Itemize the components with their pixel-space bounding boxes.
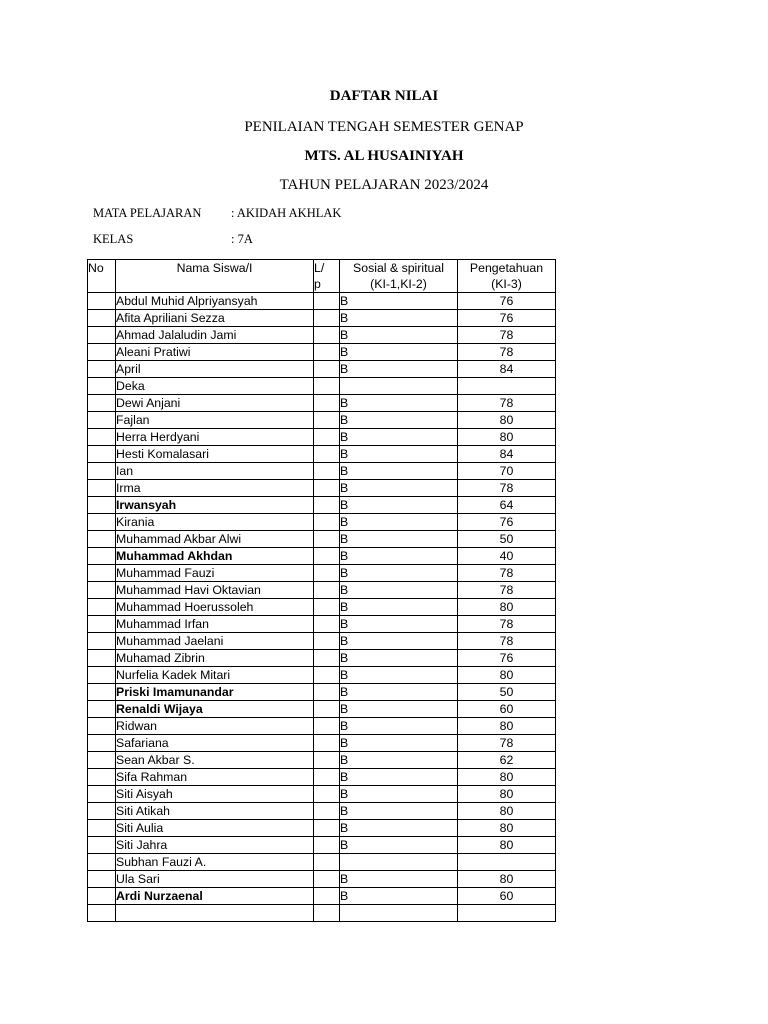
knowledge-grade-cell: 80 bbox=[458, 837, 556, 854]
student-name-cell: Abdul Muhid Alpriyansyah bbox=[116, 293, 314, 310]
row-no-cell bbox=[88, 497, 116, 514]
student-name-cell: Aleani Pratiwi bbox=[116, 344, 314, 361]
knowledge-grade-cell: 80 bbox=[458, 412, 556, 429]
student-name-cell: Safariana bbox=[116, 735, 314, 752]
knowledge-grade-cell: 84 bbox=[458, 446, 556, 463]
row-no-cell bbox=[88, 446, 116, 463]
table-row bbox=[88, 446, 556, 463]
social-spiritual-grade-cell: B bbox=[340, 769, 458, 786]
table-row bbox=[88, 718, 556, 735]
social-spiritual-grade-cell: B bbox=[340, 514, 458, 531]
student-name-cell: Deka bbox=[116, 378, 314, 395]
row-no-cell bbox=[88, 480, 116, 497]
gender-cell bbox=[314, 293, 340, 310]
social-spiritual-grade-cell: B bbox=[340, 463, 458, 480]
table-row bbox=[88, 344, 556, 361]
gender-cell bbox=[314, 701, 340, 718]
header-no: No bbox=[88, 260, 116, 293]
student-name-cell: Siti Aisyah bbox=[116, 786, 314, 803]
table-row bbox=[88, 769, 556, 786]
row-no-cell bbox=[88, 429, 116, 446]
table-row bbox=[88, 888, 556, 905]
table-row bbox=[88, 514, 556, 531]
knowledge-grade-cell bbox=[458, 378, 556, 395]
social-spiritual-grade-cell: B bbox=[340, 412, 458, 429]
gender-cell bbox=[314, 820, 340, 837]
social-spiritual-grade-cell bbox=[340, 905, 458, 922]
social-spiritual-grade-cell: B bbox=[340, 446, 458, 463]
table-row bbox=[88, 667, 556, 684]
student-name-cell: Herra Herdyani bbox=[116, 429, 314, 446]
academic-year: TAHUN PELAJARAN 2023/2024 bbox=[279, 177, 489, 193]
gender-cell bbox=[314, 514, 340, 531]
row-no-cell bbox=[88, 701, 116, 718]
knowledge-grade-cell: 80 bbox=[458, 429, 556, 446]
student-name-cell: Muhammad Hoerussoleh bbox=[116, 599, 314, 616]
social-spiritual-grade-cell: B bbox=[340, 752, 458, 769]
row-no-cell bbox=[88, 888, 116, 905]
social-spiritual-grade-cell: B bbox=[340, 548, 458, 565]
knowledge-grade-cell: 64 bbox=[458, 497, 556, 514]
header-knowledge: Pengetahuan (KI-3) bbox=[458, 260, 556, 293]
table-row bbox=[88, 565, 556, 582]
social-spiritual-grade-cell: B bbox=[340, 497, 458, 514]
table-row bbox=[88, 684, 556, 701]
student-name-cell: Dewi Anjani bbox=[116, 395, 314, 412]
row-no-cell bbox=[88, 412, 116, 429]
table-row bbox=[88, 378, 556, 395]
gender-cell bbox=[314, 752, 340, 769]
social-spiritual-grade-cell: B bbox=[340, 480, 458, 497]
knowledge-grade-cell: 78 bbox=[458, 616, 556, 633]
knowledge-grade-cell: 80 bbox=[458, 820, 556, 837]
student-name-cell: Irma bbox=[116, 480, 314, 497]
gender-cell bbox=[314, 803, 340, 820]
social-spiritual-grade-cell: B bbox=[340, 667, 458, 684]
gender-cell bbox=[314, 361, 340, 378]
social-spiritual-grade-cell: B bbox=[340, 786, 458, 803]
student-name-cell: Muhammad Fauzi bbox=[116, 565, 314, 582]
student-name-cell: Siti Atikah bbox=[116, 803, 314, 820]
table-row bbox=[88, 803, 556, 820]
table-row bbox=[88, 293, 556, 310]
knowledge-grade-cell: 40 bbox=[458, 548, 556, 565]
table-row bbox=[88, 735, 556, 752]
row-no-cell bbox=[88, 854, 116, 871]
gender-cell bbox=[314, 327, 340, 344]
knowledge-grade-cell: 80 bbox=[458, 803, 556, 820]
school-name: MTS. AL HUSAINIYAH bbox=[304, 148, 464, 164]
knowledge-grade-cell: 78 bbox=[458, 344, 556, 361]
social-spiritual-grade-cell: B bbox=[340, 616, 458, 633]
social-spiritual-grade-cell: B bbox=[340, 310, 458, 327]
row-no-cell bbox=[88, 684, 116, 701]
row-no-cell bbox=[88, 752, 116, 769]
student-name-cell: Muhammad Akhdan bbox=[116, 548, 314, 565]
grades-table-body bbox=[88, 293, 556, 922]
social-spiritual-grade-cell: B bbox=[340, 582, 458, 599]
gender-cell bbox=[314, 871, 340, 888]
table-row bbox=[88, 463, 556, 480]
student-name-cell bbox=[116, 905, 314, 922]
gender-cell bbox=[314, 633, 340, 650]
row-no-cell bbox=[88, 769, 116, 786]
row-no-cell bbox=[88, 735, 116, 752]
table-row bbox=[88, 905, 556, 922]
student-name-cell: Ahmad Jalaludin Jami bbox=[116, 327, 314, 344]
knowledge-grade-cell: 78 bbox=[458, 582, 556, 599]
table-row bbox=[88, 327, 556, 344]
student-name-cell: Irwansyah bbox=[116, 497, 314, 514]
table-row bbox=[88, 633, 556, 650]
knowledge-grade-cell: 78 bbox=[458, 327, 556, 344]
social-spiritual-grade-cell: B bbox=[340, 599, 458, 616]
row-no-cell bbox=[88, 378, 116, 395]
knowledge-grade-cell: 78 bbox=[458, 480, 556, 497]
knowledge-grade-cell: 62 bbox=[458, 752, 556, 769]
row-no-cell bbox=[88, 633, 116, 650]
table-row bbox=[88, 820, 556, 837]
gender-cell bbox=[314, 650, 340, 667]
gender-cell bbox=[314, 497, 340, 514]
knowledge-grade-cell: 80 bbox=[458, 769, 556, 786]
table-row bbox=[88, 548, 556, 565]
header-row bbox=[88, 260, 556, 293]
gender-cell bbox=[314, 446, 340, 463]
row-no-cell bbox=[88, 344, 116, 361]
row-no-cell bbox=[88, 905, 116, 922]
knowledge-grade-cell: 50 bbox=[458, 684, 556, 701]
document-title: DAFTAR NILAI bbox=[329, 88, 439, 104]
document-subtitle: PENILAIAN TENGAH SEMESTER GENAP bbox=[244, 119, 524, 135]
table-row bbox=[88, 480, 556, 497]
social-spiritual-grade-cell: B bbox=[340, 701, 458, 718]
row-no-cell bbox=[88, 786, 116, 803]
student-name-cell: Sean Akbar S. bbox=[116, 752, 314, 769]
class-label: KELAS bbox=[93, 232, 134, 246]
gender-cell bbox=[314, 531, 340, 548]
student-name-cell: Nurfelia Kadek Mitari bbox=[116, 667, 314, 684]
knowledge-grade-cell: 70 bbox=[458, 463, 556, 480]
gender-cell bbox=[314, 548, 340, 565]
social-spiritual-grade-cell: B bbox=[340, 633, 458, 650]
social-spiritual-grade-cell: B bbox=[340, 565, 458, 582]
student-name-cell: Sifa Rahman bbox=[116, 769, 314, 786]
knowledge-grade-cell: 60 bbox=[458, 888, 556, 905]
student-name-cell: Ian bbox=[116, 463, 314, 480]
social-spiritual-grade-cell: B bbox=[340, 327, 458, 344]
table-row bbox=[88, 786, 556, 803]
row-no-cell bbox=[88, 837, 116, 854]
gender-cell bbox=[314, 463, 340, 480]
social-spiritual-grade-cell: B bbox=[340, 650, 458, 667]
gender-cell bbox=[314, 395, 340, 412]
table-row bbox=[88, 854, 556, 871]
knowledge-grade-cell: 76 bbox=[458, 293, 556, 310]
grades-table bbox=[87, 259, 556, 922]
knowledge-grade-cell: 78 bbox=[458, 395, 556, 412]
social-spiritual-grade-cell bbox=[340, 378, 458, 395]
student-name-cell: Muhammad Akbar Alwi bbox=[116, 531, 314, 548]
social-spiritual-grade-cell: B bbox=[340, 735, 458, 752]
gender-cell bbox=[314, 837, 340, 854]
gender-cell bbox=[314, 344, 340, 361]
social-spiritual-grade-cell: B bbox=[340, 803, 458, 820]
table-row bbox=[88, 412, 556, 429]
row-no-cell bbox=[88, 871, 116, 888]
knowledge-grade-cell: 78 bbox=[458, 633, 556, 650]
social-spiritual-grade-cell: B bbox=[340, 888, 458, 905]
knowledge-grade-cell: 78 bbox=[458, 735, 556, 752]
gender-cell bbox=[314, 480, 340, 497]
row-no-cell bbox=[88, 293, 116, 310]
social-spiritual-grade-cell: B bbox=[340, 684, 458, 701]
table-row bbox=[88, 599, 556, 616]
row-no-cell bbox=[88, 548, 116, 565]
gender-cell bbox=[314, 412, 340, 429]
table-row bbox=[88, 582, 556, 599]
subject-label: MATA PELAJARAN bbox=[93, 206, 202, 220]
social-spiritual-grade-cell: B bbox=[340, 429, 458, 446]
row-no-cell bbox=[88, 616, 116, 633]
table-row bbox=[88, 752, 556, 769]
row-no-cell bbox=[88, 820, 116, 837]
student-name-cell: Hesti Komalasari bbox=[116, 446, 314, 463]
table-row bbox=[88, 361, 556, 378]
knowledge-grade-cell: 84 bbox=[458, 361, 556, 378]
row-no-cell bbox=[88, 310, 116, 327]
table-row bbox=[88, 395, 556, 412]
social-spiritual-grade-cell bbox=[340, 854, 458, 871]
row-no-cell bbox=[88, 650, 116, 667]
social-spiritual-grade-cell: B bbox=[340, 344, 458, 361]
student-name-cell: Afita Apriliani Sezza bbox=[116, 310, 314, 327]
row-no-cell bbox=[88, 803, 116, 820]
social-spiritual-grade-cell: B bbox=[340, 395, 458, 412]
student-name-cell: Siti Jahra bbox=[116, 837, 314, 854]
table-row bbox=[88, 871, 556, 888]
gender-cell bbox=[314, 582, 340, 599]
row-no-cell bbox=[88, 667, 116, 684]
gender-cell bbox=[314, 854, 340, 871]
student-name-cell: Subhan Fauzi A. bbox=[116, 854, 314, 871]
knowledge-grade-cell: 80 bbox=[458, 667, 556, 684]
row-no-cell bbox=[88, 361, 116, 378]
student-name-cell: Siti Aulia bbox=[116, 820, 314, 837]
gender-cell bbox=[314, 735, 340, 752]
gender-cell bbox=[314, 616, 340, 633]
knowledge-grade-cell: 76 bbox=[458, 650, 556, 667]
row-no-cell bbox=[88, 565, 116, 582]
social-spiritual-grade-cell: B bbox=[340, 361, 458, 378]
gender-cell bbox=[314, 684, 340, 701]
header-gender: L/ p bbox=[314, 260, 340, 293]
row-no-cell bbox=[88, 718, 116, 735]
header-name: Nama Siswa/I bbox=[116, 260, 314, 293]
student-name-cell: April bbox=[116, 361, 314, 378]
grades-table-header bbox=[88, 260, 556, 293]
gender-cell bbox=[314, 667, 340, 684]
gender-cell bbox=[314, 769, 340, 786]
knowledge-grade-cell: 76 bbox=[458, 514, 556, 531]
knowledge-grade-cell: 60 bbox=[458, 701, 556, 718]
social-spiritual-grade-cell: B bbox=[340, 820, 458, 837]
table-row bbox=[88, 531, 556, 548]
class-value: : 7A bbox=[231, 232, 253, 246]
knowledge-grade-cell: 78 bbox=[458, 565, 556, 582]
gender-cell bbox=[314, 429, 340, 446]
student-name-cell: Muhammad Havi Oktavian bbox=[116, 582, 314, 599]
table-row bbox=[88, 616, 556, 633]
gender-cell bbox=[314, 599, 340, 616]
row-no-cell bbox=[88, 582, 116, 599]
student-name-cell: Priski Imamunandar bbox=[116, 684, 314, 701]
row-no-cell bbox=[88, 599, 116, 616]
row-no-cell bbox=[88, 531, 116, 548]
table-row bbox=[88, 310, 556, 327]
student-name-cell: Kirania bbox=[116, 514, 314, 531]
student-name-cell: Ula Sari bbox=[116, 871, 314, 888]
header-social-spiritual: Sosial & spiritual (KI-1,KI-2) bbox=[340, 260, 458, 293]
social-spiritual-grade-cell: B bbox=[340, 837, 458, 854]
knowledge-grade-cell bbox=[458, 905, 556, 922]
student-name-cell: Muhammad Jaelani bbox=[116, 633, 314, 650]
gender-cell bbox=[314, 565, 340, 582]
knowledge-grade-cell bbox=[458, 854, 556, 871]
student-name-cell: Muhammad Irfan bbox=[116, 616, 314, 633]
social-spiritual-grade-cell: B bbox=[340, 871, 458, 888]
knowledge-grade-cell: 76 bbox=[458, 310, 556, 327]
row-no-cell bbox=[88, 463, 116, 480]
gender-cell bbox=[314, 310, 340, 327]
knowledge-grade-cell: 80 bbox=[458, 718, 556, 735]
row-no-cell bbox=[88, 514, 116, 531]
student-name-cell: Muhamad Zibrin bbox=[116, 650, 314, 667]
gender-cell bbox=[314, 718, 340, 735]
student-name-cell: Fajlan bbox=[116, 412, 314, 429]
knowledge-grade-cell: 80 bbox=[458, 786, 556, 803]
row-no-cell bbox=[88, 327, 116, 344]
row-no-cell bbox=[88, 395, 116, 412]
social-spiritual-grade-cell: B bbox=[340, 293, 458, 310]
subject-value: : AKIDAH AKHLAK bbox=[231, 206, 342, 220]
social-spiritual-grade-cell: B bbox=[340, 718, 458, 735]
knowledge-grade-cell: 80 bbox=[458, 871, 556, 888]
gender-cell bbox=[314, 378, 340, 395]
gender-cell bbox=[314, 905, 340, 922]
student-name-cell: Ridwan bbox=[116, 718, 314, 735]
table-row bbox=[88, 837, 556, 854]
gender-cell bbox=[314, 786, 340, 803]
knowledge-grade-cell: 80 bbox=[458, 599, 556, 616]
student-name-cell: Renaldi Wijaya bbox=[116, 701, 314, 718]
table-row bbox=[88, 429, 556, 446]
table-row bbox=[88, 701, 556, 718]
student-name-cell: Ardi Nurzaenal bbox=[116, 888, 314, 905]
table-row bbox=[88, 650, 556, 667]
gender-cell bbox=[314, 888, 340, 905]
knowledge-grade-cell: 50 bbox=[458, 531, 556, 548]
social-spiritual-grade-cell: B bbox=[340, 531, 458, 548]
table-row bbox=[88, 497, 556, 514]
